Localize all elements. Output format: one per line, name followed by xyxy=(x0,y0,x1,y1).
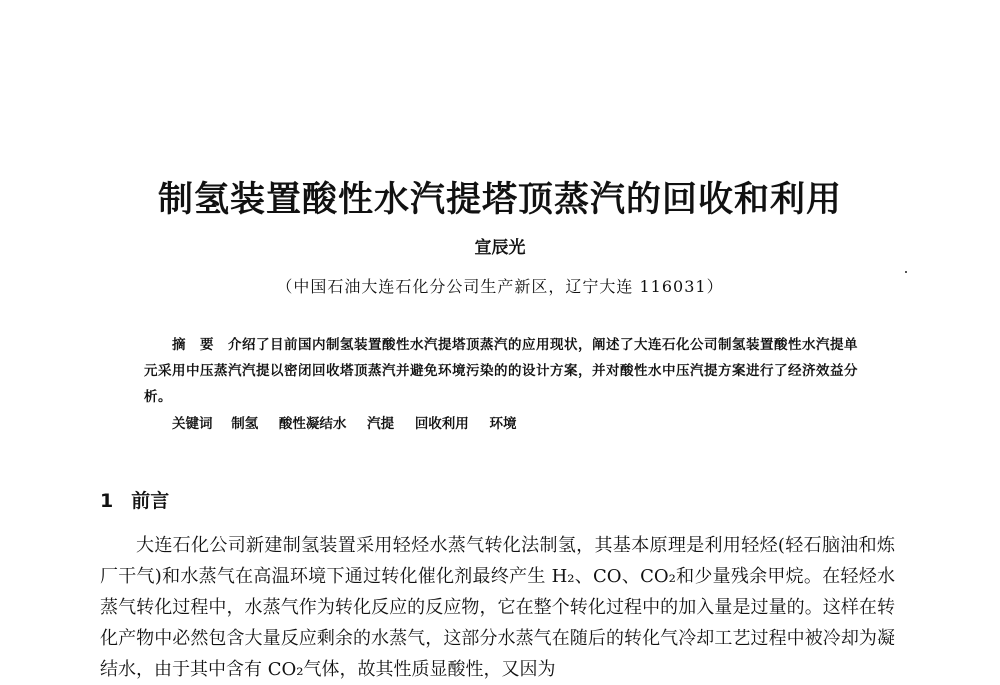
keywords xyxy=(172,411,533,437)
section-heading xyxy=(100,486,169,513)
keyword: 汽提 xyxy=(367,416,395,432)
abstract-label: 摘 要 xyxy=(172,337,214,353)
keyword: 回收利用 xyxy=(414,416,469,432)
body-paragraph: 大连石化公司新建制氢装置采用轻烃水蒸气转化法制氢，其基本原理是利用轻烃(轻石脑油和炼厂干气)和水蒸气在高温环境下通过转化催化剂最终产生 H₂、CO、CO₂和少量残余甲烷。在轻烃水蒸气转化过程中，水蒸气作为转化反应的反应物，它在整个转化过程中的加入量是过量的。这样在转化产物中必然包含大量反应剩余的水蒸气，这部分水蒸气在随后的转化气冷却工艺过程中被冷却为凝结水，由于其中含有 CO₂气体，故其性质显酸性，又因为 xyxy=(100,535,895,680)
body-text xyxy=(100,530,895,685)
keyword: 制氢 xyxy=(231,416,259,432)
keywords-label: 关键词 xyxy=(172,416,213,432)
paper-title: 制氢装置酸性水汽提塔顶蒸汽的回收和利用 xyxy=(157,180,842,220)
keyword: 酸性凝结水 xyxy=(278,416,347,432)
section-title: 前言 xyxy=(131,490,170,512)
abstract-text: 介绍了目前国内制氢装置酸性水汽提塔顶蒸汽的应用现状，阐述了大连石化公司制氢装置酸性水汽提单元采用中压蒸汽汽提以密闭回收塔顶蒸汽并避免环境污染的的设计方案，并对酸性水中压汽提方案进行了经济效益分析。 xyxy=(144,337,858,405)
abstract xyxy=(144,332,864,410)
author-name: 宣辰光 xyxy=(474,238,526,258)
author-affiliation: （中国石油大连石化分公司生产新区，辽宁大连 116031） xyxy=(276,277,724,296)
section-number: 1 xyxy=(100,490,114,512)
scan-speck xyxy=(905,271,907,273)
keyword: 环境 xyxy=(489,416,517,432)
